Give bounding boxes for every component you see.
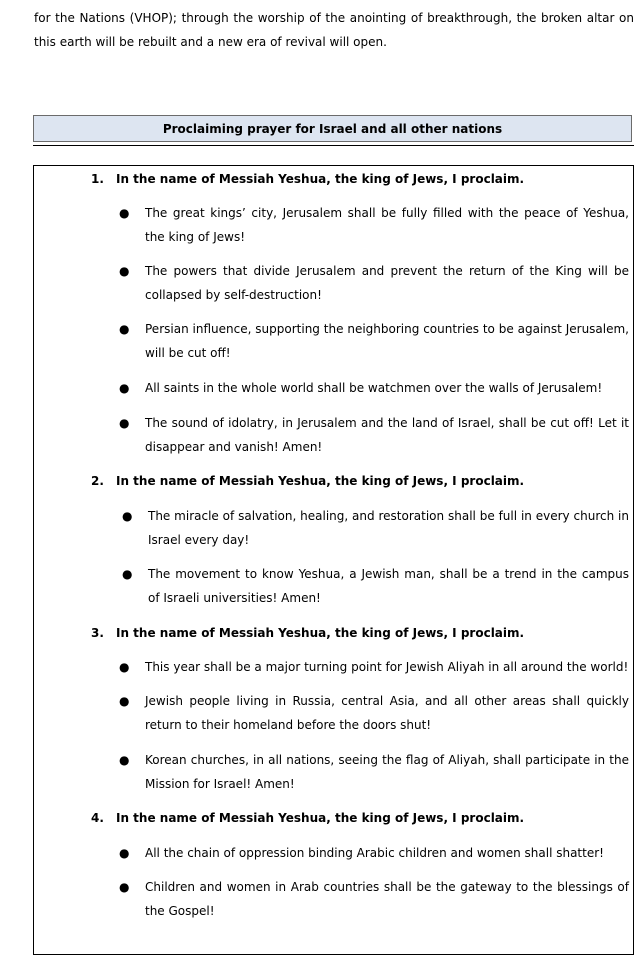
section-4-heading xyxy=(91,806,524,830)
bullet-icon: ● xyxy=(122,509,133,523)
section-1-number: 1. xyxy=(91,172,104,186)
section-title: Proclaiming prayer for Israel and all other nations xyxy=(162,121,503,136)
bullet-icon: ● xyxy=(119,381,130,395)
section-3-heading-text: In the name of Messiah Yeshua, the king of Jews, I proclaim. xyxy=(116,626,525,640)
list-item: ● The movement to know Yeshua, a Jewish man, shall be a trend in the campus of Israeli universities! Amen! xyxy=(119,562,629,610)
section-3-number: 3. xyxy=(91,626,104,640)
section-2-heading-text: In the name of Messiah Yeshua, the king of Jews, I proclaim. xyxy=(116,474,525,488)
section-title-box xyxy=(33,115,632,142)
bullet-icon: ● xyxy=(119,322,130,336)
title-divider xyxy=(33,145,634,146)
bullet-icon: ● xyxy=(119,846,130,860)
bullet-icon: ● xyxy=(119,694,130,708)
bullet-icon: ● xyxy=(119,264,130,278)
list-item: ● Children and women in Arab countries shall be the gateway to the blessings of the Gospel! xyxy=(119,875,629,923)
list-item: ● This year shall be a major turning point for Jewish Aliyah in all around the world! xyxy=(119,655,629,679)
section-2-heading xyxy=(91,469,524,493)
bullet-icon: ● xyxy=(122,567,133,581)
bullet-icon: ● xyxy=(119,206,130,220)
bullet-icon: ● xyxy=(119,660,130,674)
list-item: ● All saints in the whole world shall be watchmen over the walls of Jerusalem! xyxy=(119,376,629,400)
list-item: ● Persian influence, supporting the neighboring countries to be against Jerusalem, will be cut off! xyxy=(119,317,629,365)
section-1-heading xyxy=(91,167,524,191)
bullet-icon: ● xyxy=(119,753,130,767)
bullet-icon: ● xyxy=(119,880,130,894)
section-2-number: 2. xyxy=(91,474,104,488)
list-item: ● All the chain of oppression binding Arabic children and women shall shatter! xyxy=(119,841,629,865)
list-item: ● The sound of idolatry, in Jerusalem and the land of Israel, shall be cut off! Let it disappear and vanish! Amen! xyxy=(119,411,629,459)
section-1-heading-text: In the name of Messiah Yeshua, the king of Jews, I proclaim. xyxy=(116,172,525,186)
intro-paragraph: for the Nations (VHOP); through the worship of the anointing of breakthrough, the broken altar on this earth will be rebuilt and a new era of revival will open. xyxy=(34,11,634,49)
list-item: ● Korean churches, in all nations, seeing the flag of Aliyah, shall participate in the Mission for Israel! Amen! xyxy=(119,748,629,796)
list-item: ● Jewish people living in Russia, central Asia, and all other areas shall quickly return to their homeland before the doors shut! xyxy=(119,689,629,737)
section-3-heading xyxy=(91,621,524,645)
bullet-icon: ● xyxy=(119,416,130,430)
list-item: ● The miracle of salvation, healing, and restoration shall be full in every church in Israel every day! xyxy=(119,504,629,552)
list-item: ● The powers that divide Jerusalem and prevent the return of the King will be collapsed by self-destruction! xyxy=(119,259,629,307)
proclamation-box xyxy=(33,165,634,955)
list-item: ● The great kings’ city, Jerusalem shall be fully filled with the peace of Yeshua, the king of Jews! xyxy=(119,201,629,249)
section-4-number: 4. xyxy=(91,811,104,825)
section-4-heading-text: In the name of Messiah Yeshua, the king of Jews, I proclaim. xyxy=(116,811,525,825)
